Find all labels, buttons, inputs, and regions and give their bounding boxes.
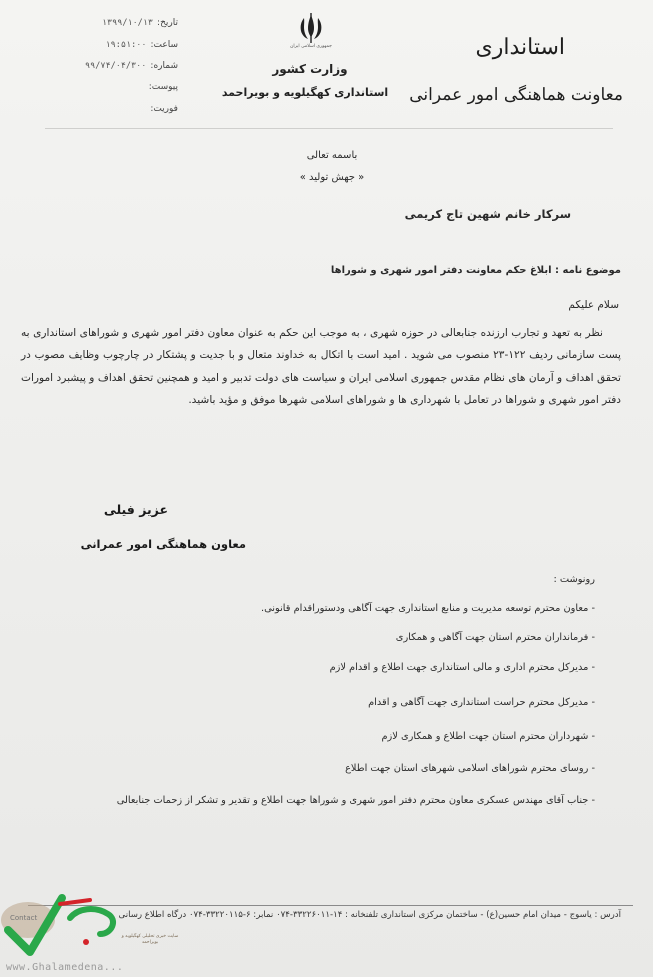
province-name: استانداری کهگیلویه و بویراحمد — [221, 86, 389, 99]
cc-item: - مدیرکل محترم اداری و مالی استانداری جهت اطلاع و اقدام لازم — [329, 662, 595, 673]
watermark-url: www.Ghalamedena... — [6, 962, 124, 973]
subject-line — [331, 265, 621, 276]
handwritten-subtitle: معاونت هماهنگی امور عمرانی — [409, 85, 623, 105]
signer-name: عزیز فیلی — [103, 502, 168, 517]
watermark-caption: سایت خبری تحلیلی کهگیلویه و بویراحمد — [121, 934, 179, 945]
ministry-name: وزارت کشور — [272, 62, 348, 76]
cc-label: رونوشت : — [553, 574, 595, 585]
iran-emblem-icon — [293, 12, 329, 46]
meta-urgency: فوریت: — [150, 104, 178, 114]
subject-text: ابلاغ حکم معاونت دفتر امور شهری و شوراها — [330, 265, 552, 276]
meta-number: شماره:۹۹/۷۴/۰۴/۳۰۰ — [84, 61, 178, 71]
meta-time: ساعت:۱۹:۵۱:۰۰ — [105, 40, 178, 50]
signer-title: معاون هماهنگی امور عمرانی — [80, 537, 246, 551]
cc-item: - معاون محترم توسعه مدیریت و منابع استانداری جهت آگاهی ودستوراقدام قانونی. — [261, 603, 595, 614]
watermark-tag: Contact — [10, 914, 38, 922]
cc-item: - شهرداران محترم استان جهت اطلاع و همکاری لازم — [381, 731, 595, 742]
cc-item: - فرمانداران محترم استان جهت آگاهی و همکاری — [395, 632, 595, 643]
footer-address: آدرس : یاسوج - میدان امام حسین(ع) - ساختمان مرکزی استانداری تلفنخانه : ۱۴-۳۳۲۲۶۰۱۱-۰۷۴ نمابر: ۶-۳۳۲۲۰۱۱۵-۰۷۴ درگاه اطلاع رسانی — [118, 910, 621, 920]
meta-date: تاریخ:۱۳۹۹/۱۰/۱۳ — [101, 18, 178, 28]
cc-item: - روسای محترم شوراهای اسلامی شهرهای استان جهت اطلاع — [345, 763, 595, 774]
handwritten-title: استانداری — [475, 35, 565, 60]
cc-item: - مدیرکل محترم حراست استانداری جهت آگاهی و اقدام — [368, 697, 595, 708]
cc-item: - جناب آقای مهندس عسکری معاون محترم دفتر امور شهری و شوراها جهت اطلاع و تقدیر و تشکر از زحمات جنابعالی — [116, 795, 595, 806]
recipient: سرکار خانم شهین تاج کریمی — [404, 207, 571, 221]
subject-label: موضوع نامه : — [555, 265, 621, 276]
greeting: سلام علیکم — [568, 299, 619, 311]
emblem-caption: جمهوری اسلامی ایران — [290, 44, 332, 49]
letter-body: نظر به تعهد و تجارب ارزنده جنابعالی در حوزه شهری ، به موجب این حکم به عنوان معاون دفتر امور شهری و شوراهای استانداری به پست سازمانی ردیف ۱۲۲-۲۳ منصوب می شوید . امید است با اتکال به خداوند متعال و با جدیت و پشتکار در چارچوب وظایف مصوب در تحقق اهداف و آرمان های نظام مقدس جمهوری اسلامی ایران و سیاست های دولت تدبیر و امید و همچنین تحقق اهداف و پیشبرد امورات دفتر امور شهری و شوراها در تعامل با شهرداری ها و شوراهای اسلامی شهرها موفق و مؤید باشید. — [21, 327, 621, 406]
opening-phrase: باسمه تعالی — [306, 150, 358, 161]
header-divider — [45, 128, 613, 129]
meta-attachment: پیوست: — [148, 82, 178, 92]
motto: « جهش تولید » — [299, 172, 365, 183]
